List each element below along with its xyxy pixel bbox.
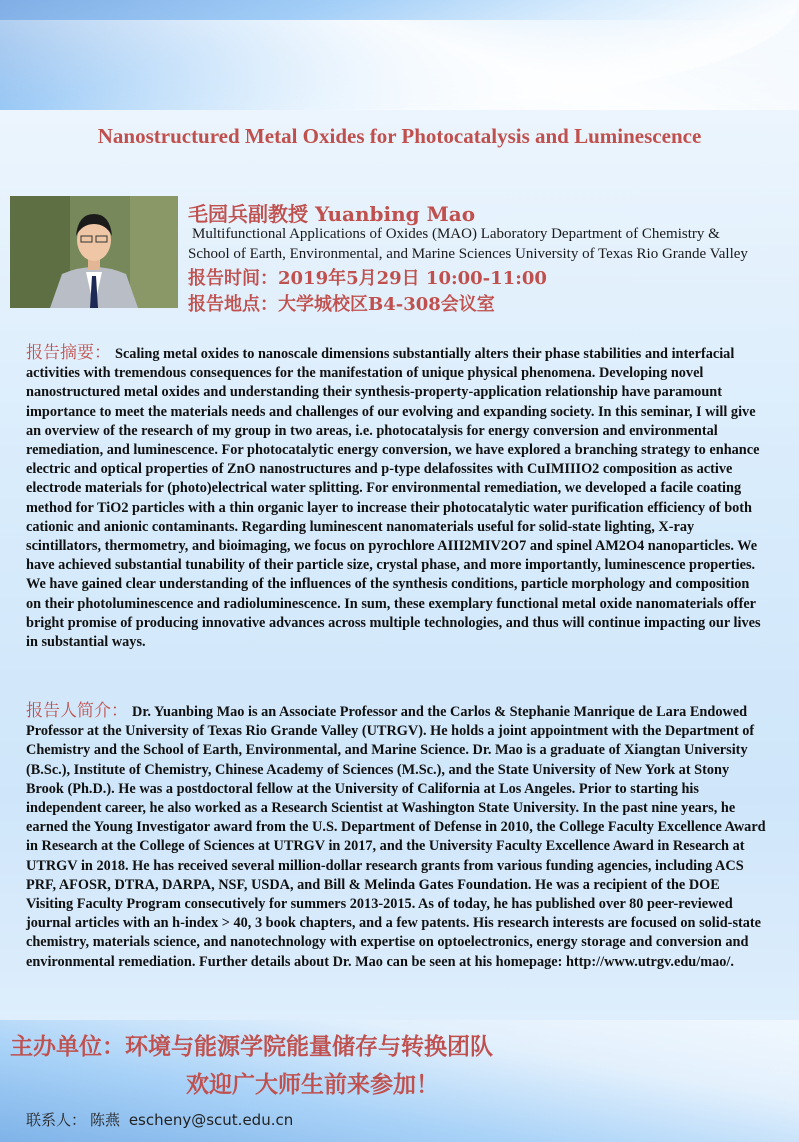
affiliation-line-1: Multifunctional Applications of Oxides (MAO) Laboratory Department of Chemistry & bbox=[192, 226, 720, 242]
contact-label: 联系人： bbox=[26, 1111, 87, 1129]
abstract-section bbox=[26, 344, 766, 652]
contact-info bbox=[26, 1109, 293, 1130]
welcome-message: 欢迎广大师生前来参加！ bbox=[186, 1072, 439, 1098]
abstract-label: 报告摘要： bbox=[26, 343, 111, 363]
host-organization: 主办单位：环境与能源学院能量储存与转换团队 bbox=[10, 1034, 493, 1060]
affiliation-line-2: School of Earth, Environmental, and Marine Sciences University of Texas Rio Grande Valley bbox=[188, 246, 748, 262]
contact-email[interactable]: escheny@scut.edu.cn bbox=[128, 1111, 294, 1129]
talk-time: 报告时间：2019年5月29日 10:00-11:00 bbox=[188, 268, 547, 289]
bio-section bbox=[26, 702, 766, 972]
talk-location: 报告地点：大学城校区B4-308会议室 bbox=[188, 294, 495, 315]
poster-title: Nanostructured Metal Oxides for Photocatalysis and Luminescence bbox=[97, 124, 702, 148]
contact-name: 陈燕 bbox=[90, 1111, 121, 1129]
speaker-photo bbox=[10, 196, 178, 308]
speaker-name: 毛园兵副教授 Yuanbing Mao bbox=[188, 202, 476, 226]
speaker-affiliation bbox=[188, 224, 794, 264]
abstract-text: Scaling metal oxides to nanoscale dimensions substantially alters their phase stabilities and interfacial activities with tremendous consequences for the manifestation of unique physical phenomena. Developing novel nanostructured metal oxides and understanding their synthesis-property-application relationship have paramount importance to meet the materials needs and challenges of our evolving and expanding society. In this seminar, I will give an overview of the research of my group in two areas, i.e. photocatalysis for energy conversion and environmental remediation, and luminescence. For photocatalytic energy conversion, we have explored a branching strategy to enhance electric and optical properties of ZnO nanostructures and p-type delafossites with CuIMIIIO2 composition as active electrode materials for (photo)electrical water splitting. For environmental remediation, we developed a facile coating method for TiO2 particles with a thin organic layer to increase their photocatalytic water purification efficiency of both cationic and anionic contaminants. Regarding luminescent nanomaterials useful for solid-state lighting, X-ray scintillators, thermometry, and bioimaging, we focus on pyrochlore AIII2MIV2O7 and spinel AM2O4 nanoparticles. We have achieved substantial tunability of their particle size, crystal phase, and more importantly, luminescence properties. We have gained clear understanding of the influences of the synthesis conditions, particle morphology and composition on their photoluminescence and radioluminescence. In sum, these exemplary functional metal oxide nanomaterials offer bright promise of producing innovative advances across multiple technologies, and thus will continue impacting our lives in substantial ways. bbox=[26, 346, 761, 651]
bio-text: Dr. Yuanbing Mao is an Associate Professor and the Carlos & Stephanie Manrique de Lara Endowed Professor at the University of Texas Rio Grande Valley (UTRGV). He holds a joint appointment with the Department of Chemistry and the School of Earth, Environmental, and Marine Science. Dr. Mao is a graduate of Xiangtan University (B.Sc.), Institute of Chemistry, Chinese Academy of Sciences (M.Sc.), and the State University of New York at Stony Brook (Ph.D.). He was a postdoctoral fellow at the University of California at Los Angeles. Prior to starting his independent career, he also worked as a Research Scientist at Washington State University. In the past nine years, he earned the Young Investigator award from the U.S. Department of Defense in 2010, the College Faculty Excellence Award in Research at the College of Sciences at UTRGV in 2017, and the University Faculty Excellence Award in Research at UTRGV in 2018. He has received several million-dollar research grants from various funding agencies, including ACS PRF, AFOSR, DTRA, DARPA, NSF, USDA, and Bill & Melinda Gates Foundation. He was a recipient of the DOE Visiting Faculty Program consecutively for summers 2013-2015. As of today, he has published over 80 peer-reviewed journal articles with an h-index > 40, 3 book chapters, and a few patents. His research interests are focused on solid-state chemistry, materials science, and nanotechnology with expertise on optoelectronics, energy storage and conversion and environmental remediation. Further details about Dr. Mao can be seen at his homepage: http://www.utrgv.edu/mao/. bbox=[26, 704, 766, 970]
bio-label: 报告人简介： bbox=[26, 701, 128, 721]
background-highlight-top bbox=[0, 20, 799, 110]
